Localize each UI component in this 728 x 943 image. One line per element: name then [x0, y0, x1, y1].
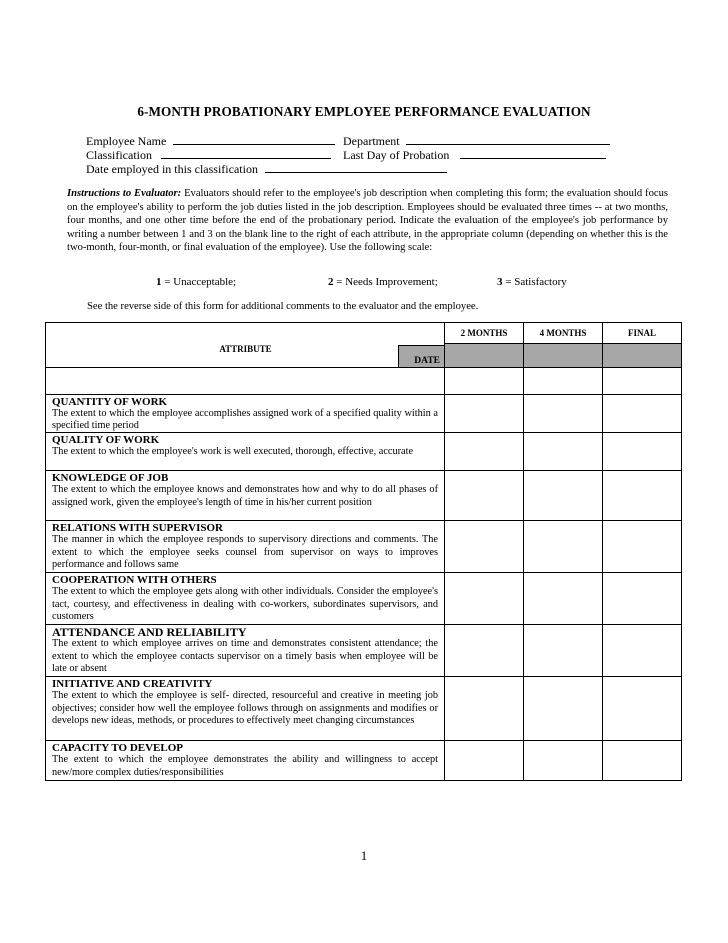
rating-2-months[interactable] [445, 521, 524, 573]
attribute-description: The manner in which the employee responds to supervisory directions and comments. The extent to which the employee seeks counsel from supervisor on ways to improves performance and follows same [52, 534, 438, 570]
table-row [46, 433, 682, 471]
rating-final[interactable] [603, 677, 682, 741]
instructions-paragraph [67, 187, 668, 255]
blank-cell [445, 368, 524, 395]
rating-4-months[interactable] [524, 677, 603, 741]
rating-2-months[interactable] [445, 471, 524, 521]
table-row [46, 521, 682, 573]
attribute-description: The extent to which employee arrives on time and demonstrates consistent attendance; the extent to which the employee contacts supervisor on a timely basis when employee will be late or absent [52, 638, 438, 674]
date-employed-label: Date employed in this classification [86, 162, 258, 176]
table-row [46, 677, 682, 741]
rating-2-months[interactable] [445, 741, 524, 781]
last-day-field[interactable] [343, 148, 606, 163]
attribute-heading: ATTENDANCE AND RELIABILITY [52, 625, 247, 640]
rating-4-months[interactable] [524, 471, 603, 521]
date-employed-field[interactable] [86, 162, 447, 177]
attribute-cell [46, 677, 445, 741]
blank-cell [603, 368, 682, 395]
scale-1-num: 1 [156, 276, 162, 288]
col-4-months: 4 MONTHS [524, 323, 603, 344]
employee-name-line[interactable] [173, 135, 335, 145]
rating-final[interactable] [603, 741, 682, 781]
date-cell-4-months[interactable] [524, 344, 603, 368]
rating-final[interactable] [603, 433, 682, 471]
scale-1 [156, 276, 236, 288]
attribute-description: The extent to which the employee's work is well executed, thorough, effective, accurate [52, 446, 414, 458]
department-line[interactable] [406, 135, 610, 145]
table-row [46, 625, 682, 677]
table-row [46, 471, 682, 521]
last-day-label: Last Day of Probation [343, 148, 450, 162]
attribute-cell [46, 741, 445, 781]
rating-2-months[interactable] [445, 433, 524, 471]
attribute-cell [46, 471, 445, 521]
employee-name-field[interactable] [86, 134, 335, 149]
rating-4-months[interactable] [524, 573, 603, 625]
scale-2-num: 2 [328, 276, 334, 288]
attribute-heading: COOPERATION WITH OTHERS [52, 574, 217, 587]
attribute-header: ATTRIBUTE [219, 344, 272, 354]
date-cell-final[interactable] [603, 344, 682, 368]
attribute-heading: QUANTITY OF WORK [52, 396, 168, 408]
attribute-header-cell [46, 323, 445, 368]
classification-line[interactable] [161, 149, 331, 159]
form-title: 6-MONTH PROBATIONARY EMPLOYEE PERFORMANCE EVALUATION [137, 104, 591, 119]
rating-4-months[interactable] [524, 395, 603, 433]
date-label: DATE [398, 345, 444, 367]
rating-4-months[interactable] [524, 433, 603, 471]
scale-3-num: 3 [497, 276, 503, 288]
department-field[interactable] [343, 134, 610, 149]
attribute-heading: KNOWLEDGE OF JOB [52, 472, 169, 485]
rating-final[interactable] [603, 521, 682, 573]
rating-2-months[interactable] [445, 677, 524, 741]
attribute-cell [46, 625, 445, 677]
attribute-cell [46, 573, 445, 625]
attribute-description: The extent to which the employee is self- directed, resourceful and creative in meeting job objectives; consider how well the employee follows through on assignments and modifies or develops new ideas, methods, or procedures to effectively meet changing circumstances [52, 690, 438, 726]
attribute-heading: CAPACITY TO DEVELOP [52, 742, 184, 755]
rating-2-months[interactable] [445, 625, 524, 677]
col-2-months: 2 MONTHS [445, 323, 524, 344]
blank-cell [524, 368, 603, 395]
rating-final[interactable] [603, 471, 682, 521]
rating-2-months[interactable] [445, 395, 524, 433]
col-final: FINAL [603, 323, 682, 344]
page-number: 1 [360, 848, 368, 863]
classification-field[interactable] [86, 148, 331, 163]
attribute-cell [46, 521, 445, 573]
attribute-description: The extent to which the employee gets along with other individuals. Consider the employee's tact, courtesy, and effectiveness in dealing with co-workers, subordinates supervisors, and customers [52, 586, 438, 622]
blank-cell [46, 368, 445, 395]
rating-2-months[interactable] [445, 573, 524, 625]
employee-name-label: Employee Name [86, 134, 167, 148]
rating-4-months[interactable] [524, 625, 603, 677]
instructions-text: Evaluators should refer to the employee's job description when completing this form; the evaluation should focus on the employee's ability to perform the job duties listed in the job description. Employees should be evaluated three times -- at two months, four months, and one other time before the end of the probationary period. Indicate the evaluation of the employee's job performance by writing a number between 1 and 3 on the blank line to the right of each attribute, in the appropriate column (depending on whether this is the two-month, four-month, or final evaluation of the employee). Use the following scale: [67, 188, 669, 253]
department-label: Department [343, 134, 400, 148]
attribute-heading: QUALITY OF WORK [52, 434, 160, 447]
attribute-heading: RELATIONS WITH SUPERVISOR [52, 522, 223, 535]
scale-3 [497, 276, 567, 288]
evaluation-table [45, 322, 682, 781]
table-row [46, 573, 682, 625]
attribute-heading: INITIATIVE AND CREATIVITY [52, 678, 213, 691]
scale-2 [328, 276, 438, 288]
table-row [46, 395, 682, 433]
classification-label: Classification [86, 148, 152, 162]
rating-4-months[interactable] [524, 741, 603, 781]
attribute-cell [46, 433, 445, 471]
scale-1-text: = Unacceptable; [161, 276, 237, 288]
last-day-line[interactable] [460, 149, 606, 159]
instructions-label: Instructions to Evaluator: [67, 188, 182, 199]
attribute-description: The extent to which the employee knows and demonstrates how and why to do all phases of assigned work, given the employee's length of time in his/her current position [52, 484, 438, 508]
attribute-description: The extent to which the employee demonstrates the ability and willingness to accept new/more complex duties/responsibilities [52, 754, 438, 778]
rating-final[interactable] [603, 573, 682, 625]
rating-4-months[interactable] [524, 521, 603, 573]
attribute-description: The extent to which the employee accomplishes assigned work of a specified quality within a specified time period [52, 408, 438, 432]
rating-final[interactable] [603, 395, 682, 433]
date-cell-2-months[interactable] [445, 344, 524, 368]
rating-final[interactable] [603, 625, 682, 677]
scale-2-text: = Needs Improvement; [333, 276, 438, 288]
date-employed-line[interactable] [265, 163, 447, 173]
attribute-cell [46, 395, 445, 433]
reverse-note: See the reverse side of this form for additional comments to the evaluator and the employee. [87, 301, 479, 312]
scale-3-text: = Satisfactory [502, 276, 567, 288]
table-row [46, 741, 682, 781]
